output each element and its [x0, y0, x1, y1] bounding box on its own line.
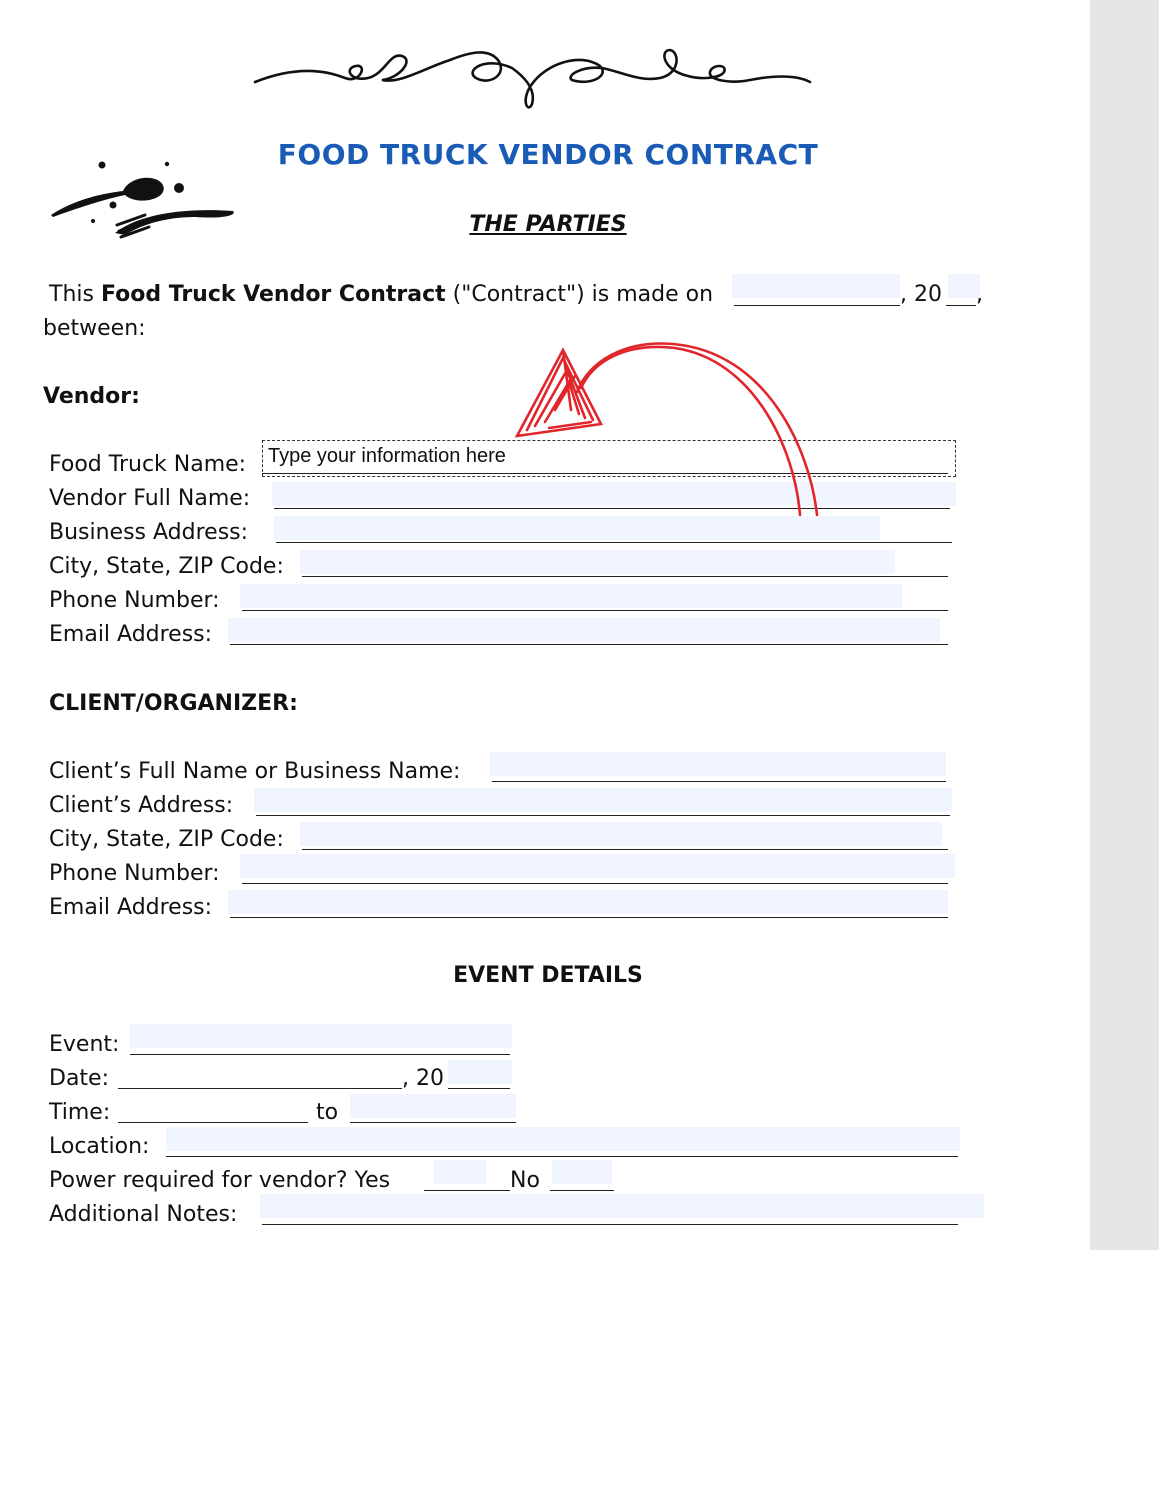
type-info-textbox-text: Type your information here — [268, 445, 506, 467]
intro-prefix: This — [49, 282, 101, 307]
vendor-email-line — [230, 644, 948, 645]
client-address-field[interactable] — [254, 788, 952, 812]
vendor-email-label: Email Address: — [49, 622, 213, 647]
vendor-food-truck-name-label: Food Truck Name: — [49, 452, 247, 477]
client-city-state-zip-label: City, State, ZIP Code: — [49, 827, 284, 852]
intro-year-suffix: , — [976, 282, 983, 307]
contract-date-line — [734, 305, 900, 306]
client-full-name-label: Client’s Full Name or Business Name: — [49, 759, 461, 784]
side-panel — [1090, 0, 1159, 1250]
intro-between: between: — [43, 316, 146, 341]
intro-contract-name: Food Truck Vendor Contract — [100, 282, 446, 307]
date-label: Date: — [49, 1066, 109, 1091]
vendor-heading: Vendor: — [43, 384, 140, 409]
time-start-line — [118, 1122, 308, 1123]
power-required-label: Power required for vendor? Yes — [49, 1168, 391, 1193]
client-city-state-zip-field[interactable] — [300, 822, 942, 846]
vendor-full-name-field[interactable] — [272, 482, 956, 506]
power-no-label: No — [510, 1168, 540, 1193]
additional-notes-label: Additional Notes: — [49, 1202, 238, 1227]
vendor-city-state-zip-field[interactable] — [300, 550, 895, 574]
client-full-name-line — [492, 781, 946, 782]
time-end-field[interactable] — [350, 1094, 516, 1118]
client-heading: CLIENT/ORGANIZER: — [49, 691, 298, 716]
power-yes-field[interactable] — [434, 1160, 486, 1184]
contract-date-field[interactable] — [732, 274, 900, 298]
client-phone-field[interactable] — [240, 854, 955, 878]
event-line — [130, 1054, 510, 1055]
client-phone-line — [242, 883, 948, 884]
date-line — [118, 1088, 402, 1089]
client-phone-label: Phone Number: — [49, 861, 220, 886]
location-line — [166, 1156, 958, 1157]
event-label: Event: — [49, 1032, 120, 1057]
client-address-label: Client’s Address: — [49, 793, 234, 818]
contract-year-line — [946, 305, 976, 306]
client-address-line — [256, 815, 950, 816]
vendor-city-state-zip-line — [302, 576, 948, 577]
additional-notes-field[interactable] — [260, 1194, 984, 1218]
vendor-business-address-line — [276, 542, 952, 543]
vendor-full-name-line — [274, 508, 950, 509]
vendor-phone-label: Phone Number: — [49, 588, 220, 613]
vendor-business-address-label: Business Address: — [49, 520, 249, 545]
document-title: FOOD TRUCK VENDOR CONTRACT — [277, 138, 819, 171]
date-year-field[interactable] — [448, 1060, 512, 1084]
power-yes-line — [424, 1190, 510, 1191]
client-city-state-zip-line — [302, 849, 948, 850]
additional-notes-line — [262, 1224, 958, 1225]
power-no-field[interactable] — [552, 1160, 612, 1184]
client-email-line — [230, 917, 948, 918]
intro-sentence — [49, 282, 713, 308]
intro-year-prefix: , 20 — [900, 282, 942, 307]
vendor-phone-line — [242, 610, 948, 611]
power-no-line — [550, 1190, 614, 1191]
client-email-label: Email Address: — [49, 895, 213, 920]
parties-heading: THE PARTIES — [469, 212, 627, 237]
vendor-city-state-zip-label: City, State, ZIP Code: — [49, 554, 284, 579]
vendor-full-name-label: Vendor Full Name: — [49, 486, 251, 511]
vendor-phone-field[interactable] — [240, 584, 902, 608]
vendor-email-field[interactable] — [228, 618, 940, 642]
event-field[interactable] — [130, 1024, 512, 1048]
client-email-field[interactable] — [228, 890, 948, 914]
date-year-prefix: , 20 — [402, 1066, 444, 1091]
vendor-business-address-field[interactable] — [274, 516, 880, 540]
ornament-flourish-icon — [250, 38, 815, 116]
location-field[interactable] — [166, 1127, 960, 1151]
client-full-name-field[interactable] — [490, 752, 946, 776]
intro-middle: ("Contract") is made on — [445, 282, 714, 307]
time-to-label: to — [316, 1100, 339, 1125]
date-year-line — [448, 1088, 510, 1089]
time-label: Time: — [49, 1100, 111, 1125]
time-end-line — [350, 1122, 516, 1123]
event-details-heading: EVENT DETAILS — [453, 963, 643, 988]
location-label: Location: — [49, 1134, 150, 1159]
